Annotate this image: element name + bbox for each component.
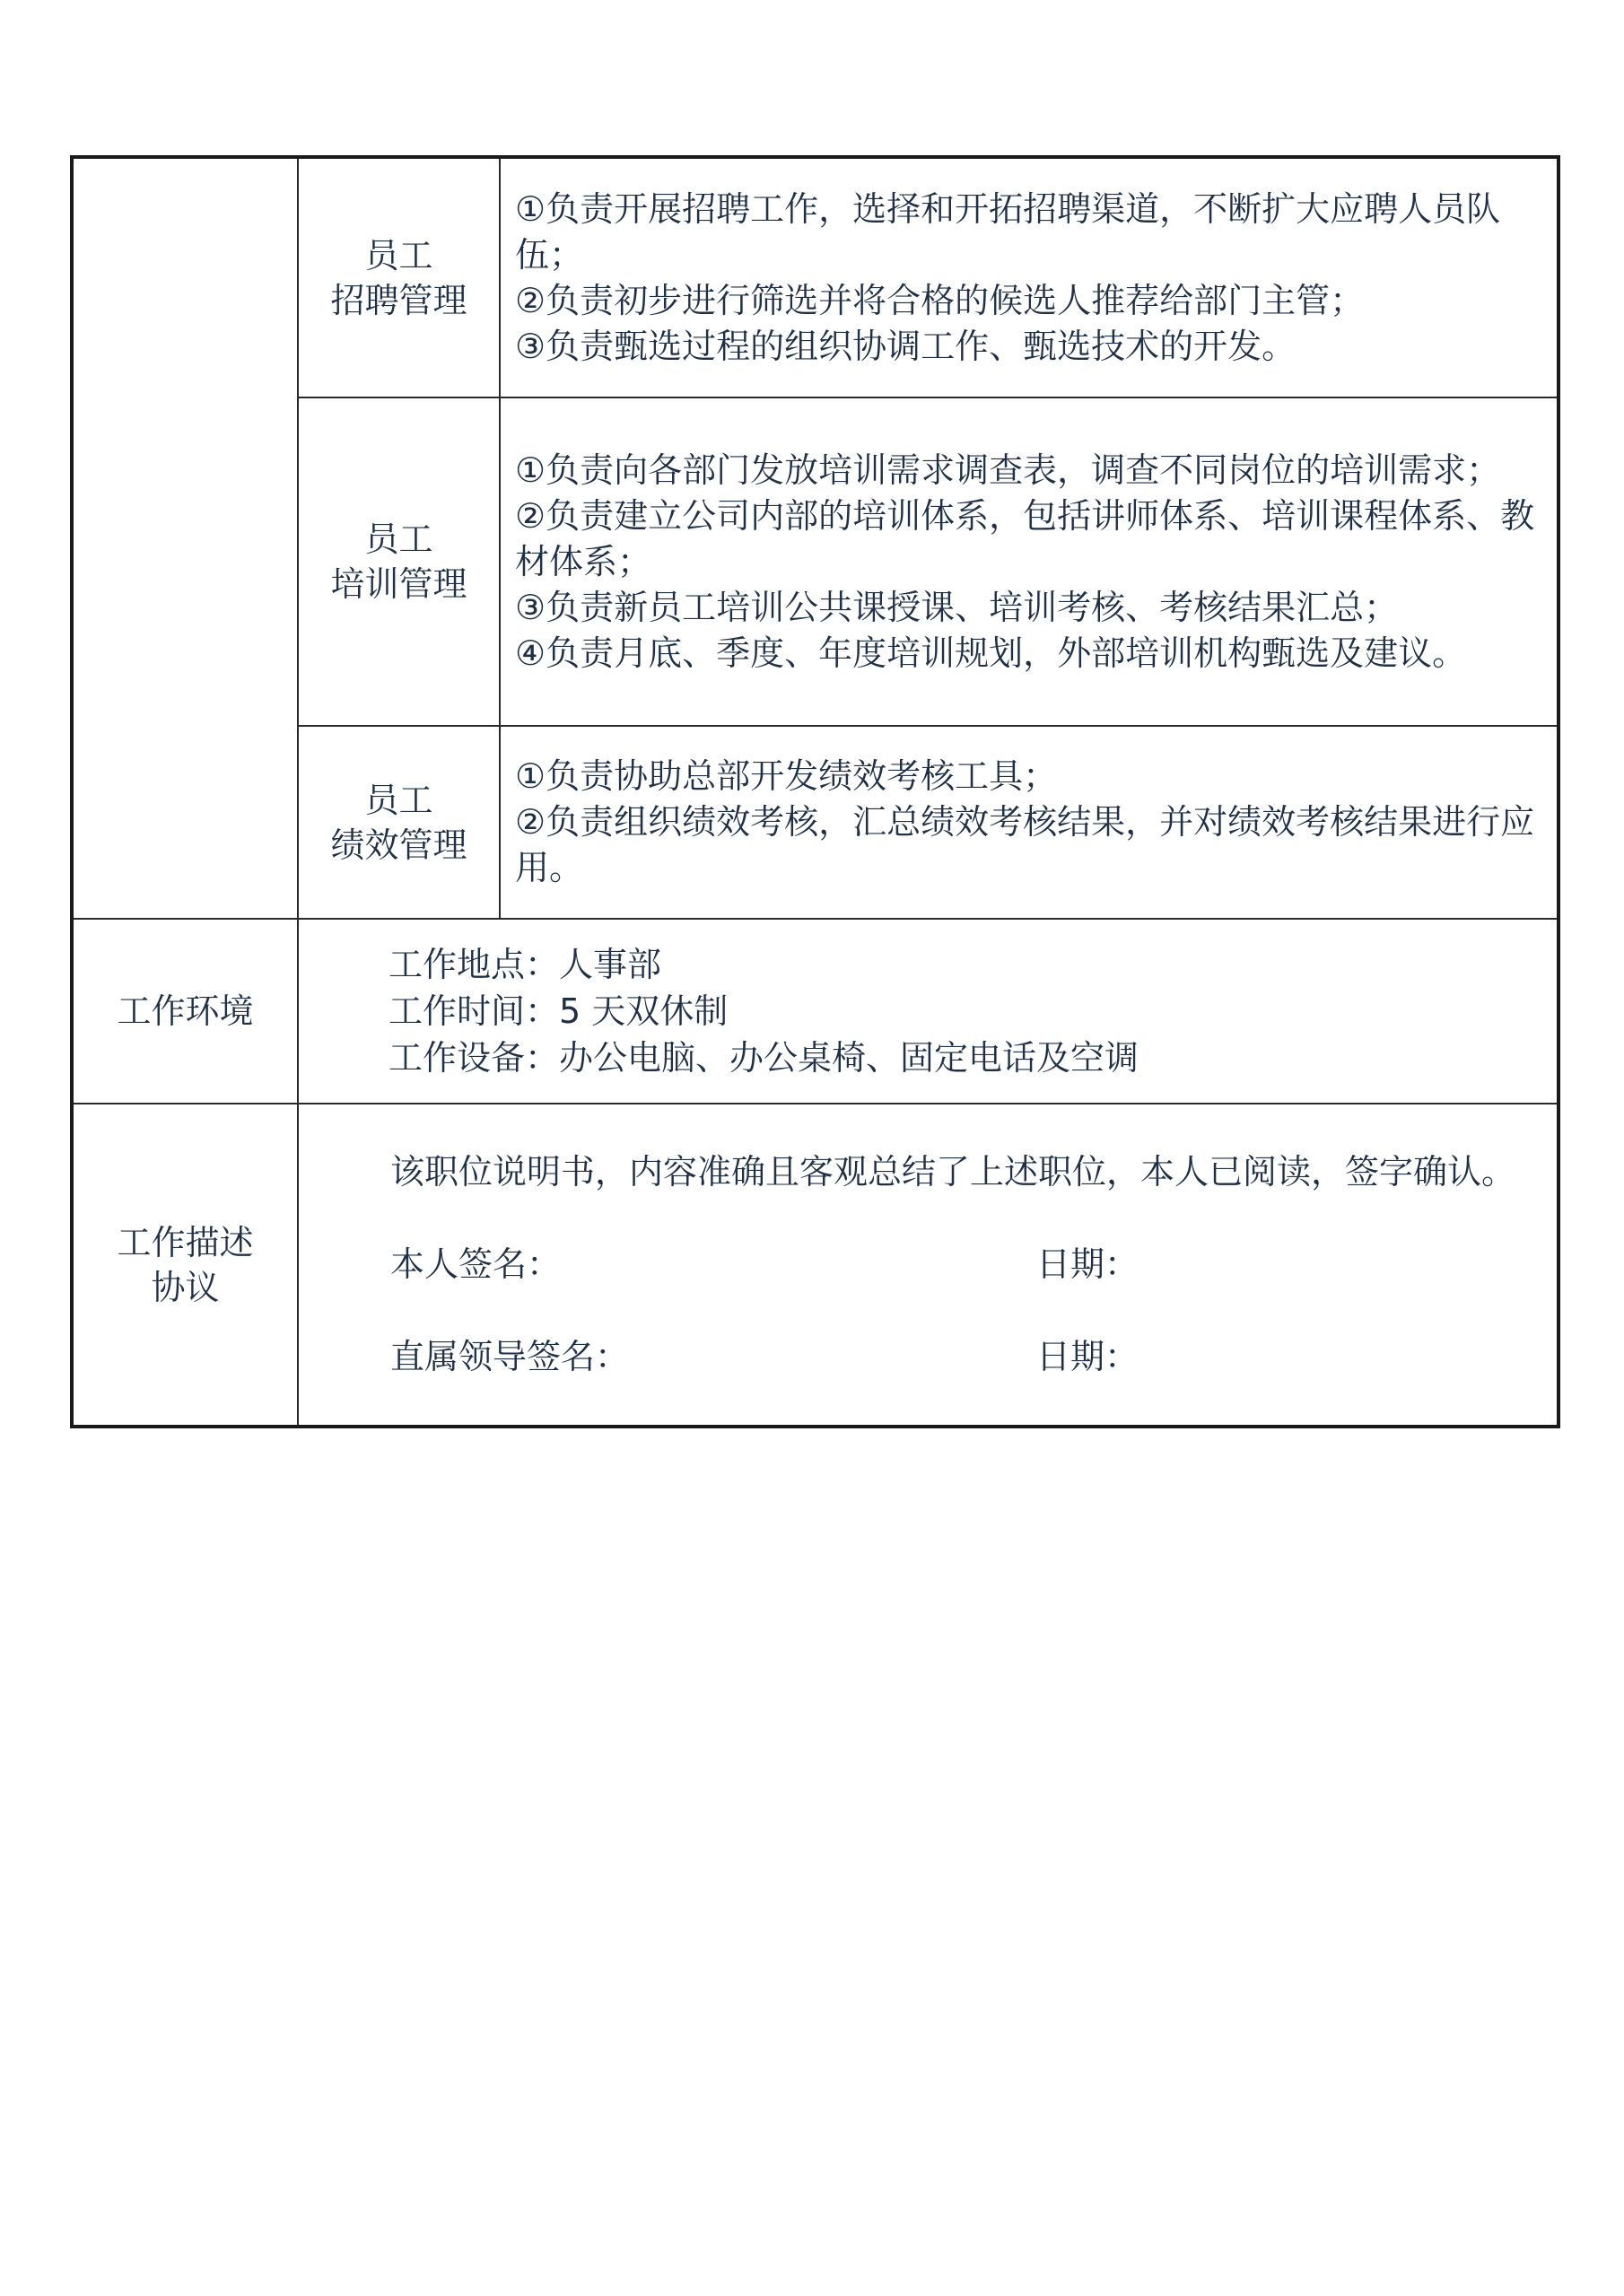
job-description-table: [70, 155, 1560, 1428]
category-line: 绩效管理: [330, 825, 467, 865]
duty-item: ①负责开展招聘工作，选择和开拓招聘渠道，不断扩大应聘人员队伍；: [515, 188, 1501, 275]
agreement-statement: 该职位说明书，内容准确且客观总结了上述职位，本人已阅读，签字确认。: [390, 1152, 1516, 1192]
category-line: 员工: [364, 235, 433, 275]
duty-category-recruitment: [298, 157, 500, 397]
leader-signature-row: [313, 1334, 1544, 1380]
self-signature-label: 本人签名：: [390, 1244, 562, 1284]
category-line: 招聘管理: [330, 280, 467, 320]
duty-description-recruitment: [500, 157, 1559, 397]
category-line: 员工: [364, 780, 433, 820]
leader-signature-label: 直属领导签名：: [390, 1337, 630, 1376]
leader-date-label: 日期：: [1036, 1337, 1139, 1376]
duty-item: ②负责建立公司内部的培训体系，包括讲师体系、培训课程体系、教材体系；: [515, 495, 1535, 581]
duty-description-performance: [500, 726, 1559, 919]
duty-item: ②负责组织绩效考核，汇总绩效考核结果，并对绩效考核结果进行应用。: [515, 802, 1535, 887]
duty-item: ③负责甄选过程的组织协调工作、甄选技术的开发。: [515, 326, 1297, 366]
duty-group-cell: [72, 157, 298, 919]
agreement-label-line: 工作描述: [117, 1222, 254, 1262]
category-line: 培训管理: [330, 564, 467, 604]
duty-row-recruitment: [72, 157, 1559, 397]
duty-item: ①负责协助总部开发绩效考核工具；: [515, 756, 1058, 796]
duty-category-performance: [298, 726, 500, 919]
category-line: 员工: [364, 519, 433, 559]
agreement-label: [72, 1104, 298, 1427]
environment-row: [72, 919, 1559, 1104]
environment-equipment: 工作设备：办公电脑、办公桌椅、固定电话及空调: [389, 1038, 1139, 1078]
duty-category-training: [298, 397, 500, 726]
agreement-label-line: 协议: [151, 1267, 220, 1307]
duty-item: ④负责月底、季度、年度培训规划，外部培训机构甄选及建议。: [515, 633, 1467, 673]
self-signature-row: [313, 1242, 1544, 1288]
agreement-row: [72, 1104, 1559, 1427]
duty-item: ②负责初步进行筛选并将合格的候选人推荐给部门主管；: [515, 280, 1365, 320]
environment-details: [298, 919, 1559, 1104]
agreement-content: [298, 1104, 1559, 1427]
environment-location: 工作地点：人事部: [389, 945, 662, 984]
self-date-label: 日期：: [1036, 1244, 1139, 1284]
duty-item: ①负责向各部门发放培训需求调查表，调查不同岗位的培训需求；: [515, 450, 1501, 490]
environment-label: 工作环境: [72, 919, 298, 1104]
duty-description-training: [500, 397, 1559, 726]
environment-hours: 工作时间：5 天双休制: [389, 991, 729, 1031]
duty-item: ③负责新员工培训公共课授课、培训考核、考核结果汇总；: [515, 587, 1399, 627]
